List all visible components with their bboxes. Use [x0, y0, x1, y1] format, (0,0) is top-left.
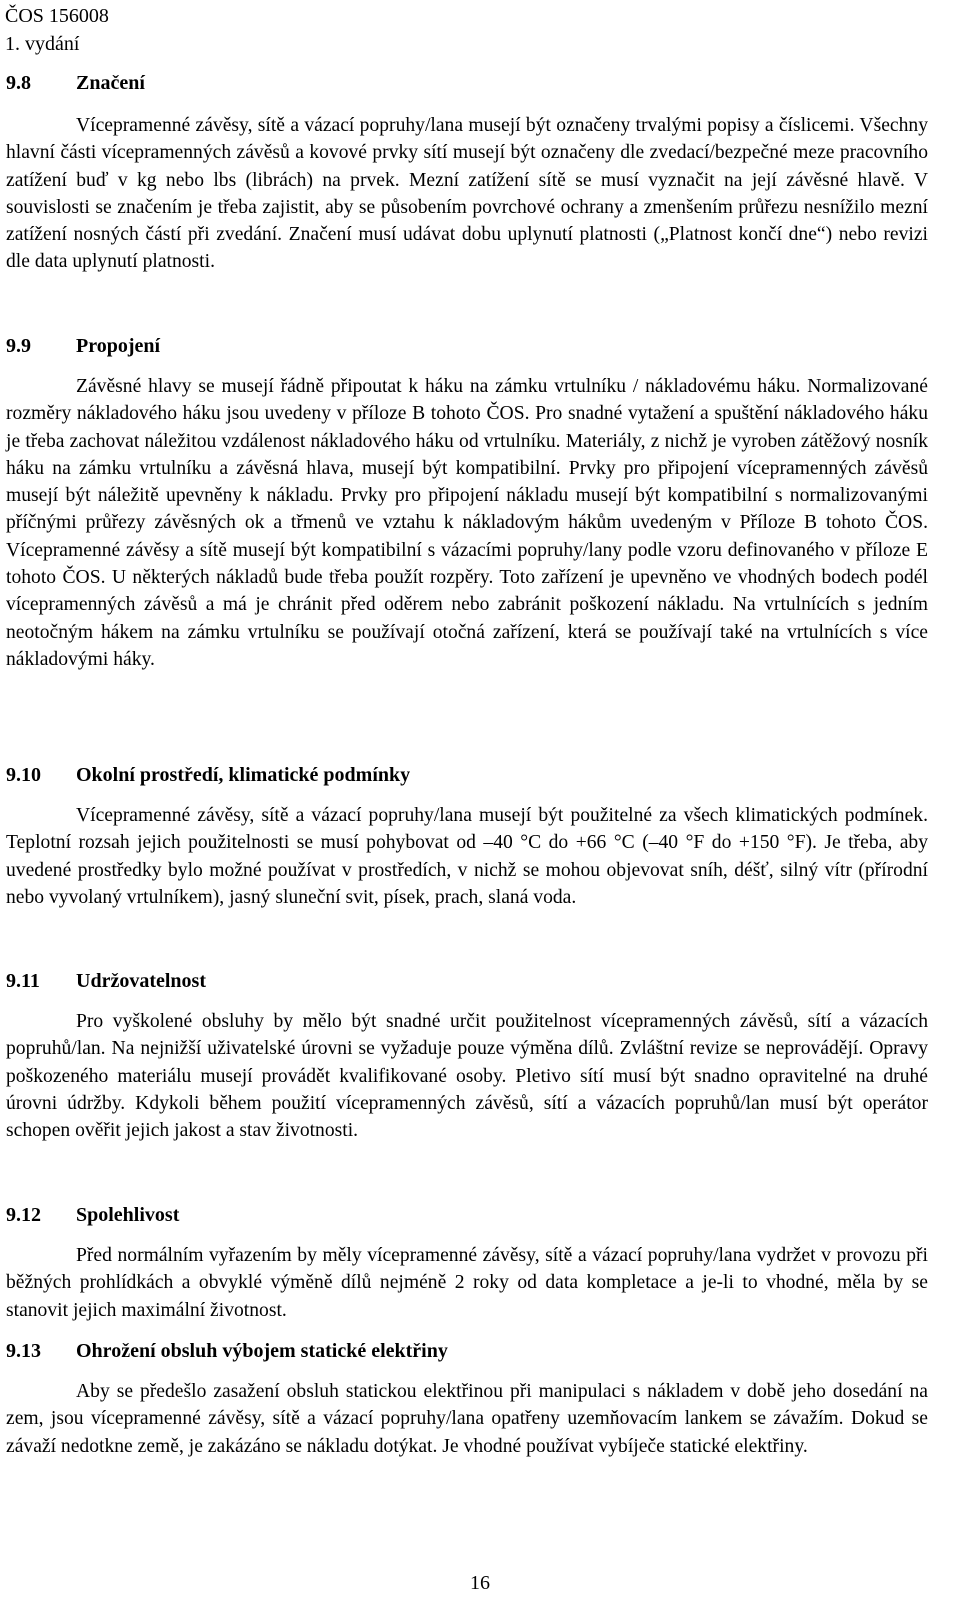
section-9-13 [6, 1338, 928, 1460]
section-title: Ohrožení obsluh výbojem statické elektřiny [76, 1340, 448, 1362]
section-title: Značení [76, 72, 145, 94]
section-number: 9.8 [6, 72, 31, 94]
standard-id: ČOS 156008 [5, 5, 109, 27]
section-heading [6, 762, 928, 788]
page-number: 16 [470, 1572, 490, 1594]
section-paragraph [6, 112, 928, 276]
paragraph-text: Před normálním vyřazením by měly vícepramenné závěsy, sítě a vázací popruhy/lana vydržet v provozu při běžných prohlídkách a obvyklé výměně dílů nejméně 2 roky od data kompletace a je-li to vhodné, měla by se stanovit jejich maximální životnost. [6, 1245, 928, 1321]
section-number: 9.9 [6, 335, 31, 357]
paragraph-text: Závěsné hlavy se musejí řádně připoutat k háku na zámku vrtulníku / nákladovému háku. Normalizované rozměry nákladového háku jsou uvedeny v příloze B tohoto ČOS. Pro snadné vytažení a spuštění nákladového háku je třeba zachovat náležitou vzdálenost nákladového háku od vrtulníku. Materiály, z nichž je vyroben zátěžový nosník háku na zámku vrtulníku a závěsná hlava, musejí být kompatibilní. Prvky pro připojení vícepramenných závěsů musejí být náležitě upevněny k nákladu. Prvky pro připojení nákladu musejí být kompatibilní s normalizovanými příčnými průřezy závěsných ok a třmenů ve vztahu k nákladovým hákům uvedeným v Příloze B tohoto ČOS. Vícepramenné závěsy a sítě musejí být kompatibilní s vázacími popruhy/lany podle vzoru definovaného v příloze E tohoto ČOS. U některých nákladů bude třeba použít rozpěry. Toto zařízení je upevněno ve vhodných bodech podél vícepramenných závěsů a má je chránit před oděrem nebo zabránit poškození nákladu. Na vrtulnících s jedním neotočným hákem na zámku vrtulníku se používají otočná zařízení, která se používají také na vrtulnících s více nákladovými háky. [6, 376, 928, 670]
paragraph-text: Vícepramenné závěsy, sítě a vázací popruhy/lana musejí být označeny trvalými popisy a číslicemi. Všechny hlavní části vícepramenných závěsů a kovové prvky sítí musejí být označeny dle zvedací/bezpečné meze pracovního zatížení buď v kg nebo lbs (librách) na prvek. Mezní zatížení sítě se musí vyznačit na její závěsné hlavě. V souvislosti se značením je třeba zajistit, aby se působením povrchové ochrany a zmenšením průřezu nesnížilo mezní zatížení nosných částí při zvedání. Značení musí udávat dobu uplynutí platnosti („Platnost končí dne“) nebo revizi dle data uplynutí platnosti. [6, 115, 928, 273]
section-paragraph [6, 373, 928, 673]
section-number: 9.12 [6, 1204, 41, 1226]
section-heading [6, 1338, 928, 1364]
section-title: Propojení [76, 335, 161, 357]
section-paragraph [6, 802, 928, 911]
section-heading [6, 333, 928, 359]
section-heading [6, 70, 928, 96]
section-9-9 [6, 333, 928, 673]
section-heading [6, 968, 928, 994]
section-paragraph [6, 1242, 928, 1324]
section-title: Okolní prostředí, klimatické podmínky [76, 764, 411, 786]
section-title: Spolehlivost [76, 1204, 180, 1226]
section-paragraph [6, 1008, 928, 1144]
section-9-10 [6, 762, 928, 911]
edition-label: 1. vydání [5, 33, 80, 55]
section-9-8 [6, 70, 928, 276]
section-title: Udržovatelnost [76, 970, 206, 992]
paragraph-text: Aby se předešlo zasažení obsluh statickou elektřinou při manipulaci s nákladem v době jeho dosedání na zem, jsou vícepramenné závěsy, sítě a vázací popruhy/lana opatřeny uzemňovacím lankem se závažím. Dokud se závaží nedotkne země, je zakázáno se nákladu dotýkat. Je vhodné používat vybíječe statické elektřiny. [6, 1381, 928, 1457]
paragraph-text: Pro vyškolené obsluhy by mělo být snadné určit použitelnost vícepramenných závěsů, sítí a vázacích popruhů/lan. Na nejnižší uživatelské úrovni se vyžaduje pouze výměna dílů. Zvláštní revize se neprovádějí. Opravy poškozeného materiálu musejí provádět kvalifikované osoby. Pletivo sítí musí být snadno opravitelné na druhé úrovni údržby. Kdykoli během použití vícepramenných závěsů, sítí a vázacích popruhů/lan musí být operátor schopen ověřit jejich jakost a stav životnosti. [6, 1011, 928, 1142]
section-number: 9.13 [6, 1340, 41, 1362]
section-number: 9.10 [6, 764, 41, 786]
paragraph-text: Vícepramenné závěsy, sítě a vázací popruhy/lana musejí být použitelné za všech klimatických podmínek. Teplotní rozsah jejich použitelnosti se musí pohybovat od –40 °C do +66 °C (–40 °F do +150 °F). Je třeba, aby uvedené prostředky bylo možné používat v prostředích, v nichž se mohou objevovat sníh, déšť, silný vítr (přírodní nebo vyvolaný vrtulníkem), jasný sluneční svit, písek, prach, slaná voda. [6, 805, 928, 908]
section-heading [6, 1202, 928, 1228]
section-9-11 [6, 968, 928, 1144]
section-number: 9.11 [6, 970, 40, 992]
section-paragraph [6, 1378, 928, 1460]
section-9-12 [6, 1202, 928, 1324]
